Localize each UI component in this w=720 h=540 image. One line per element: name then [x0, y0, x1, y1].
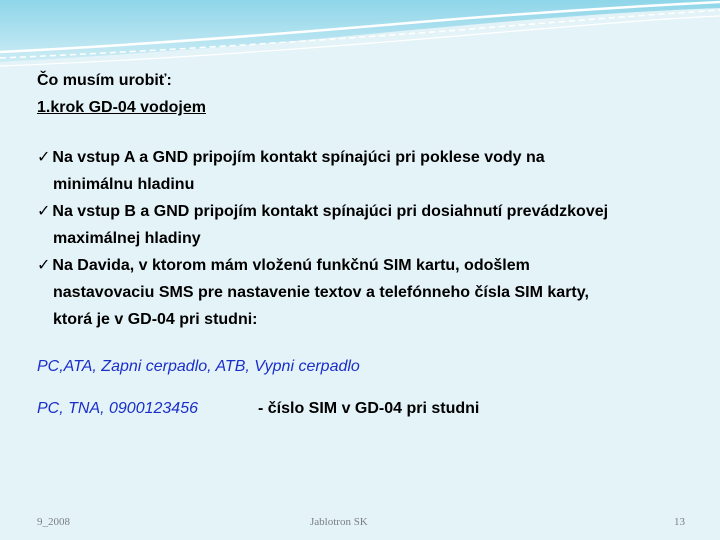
checkmark-icon: ✓: [37, 147, 51, 166]
bullet-item-1: [37, 143, 697, 198]
sms-command-note: - číslo SIM v GD-04 pri studni: [258, 400, 480, 417]
step-title: 1.krok GD-04 vodojem: [37, 99, 206, 116]
checkmark-icon: ✓: [37, 201, 51, 220]
bullet-2-line-2: maximálnej hladiny: [53, 230, 201, 247]
footer-page-number: 13: [674, 516, 685, 528]
bullet-3-line-2: nastavovaciu SMS pre nastavenie textov a telefónneho čísla SIM karty,: [53, 284, 589, 301]
bullet-2-line-1: Na vstup B a GND pripojím kontakt spínajúci pri dosiahnutí prevádzkovej: [52, 203, 609, 220]
bullet-3-line-3: ktorá je v GD-04 pri studni:: [53, 311, 258, 328]
bullet-item-2: [37, 197, 697, 252]
sms-command-2: PC, TNA, 0900123456: [37, 400, 198, 417]
sms-command-1: PC,ATA, Zapni cerpadlo, ATB, Vypni cerpadlo: [37, 358, 360, 375]
bullet-1-line-1: Na vstup A a GND pripojím kontakt spínajúci pri poklese vody na: [52, 149, 545, 166]
bullet-item-3: [37, 251, 697, 333]
checkmark-icon: ✓: [37, 255, 51, 274]
decorative-wave-header: [0, 0, 720, 80]
footer-company: Jablotron SK: [310, 516, 368, 528]
slide-heading: Čo musím urobiť:: [37, 72, 172, 89]
bullet-3-line-1: Na Davida, v ktorom mám vloženú funkčnú SIM kartu, odošlem: [52, 257, 530, 274]
bullet-1-line-2: minimálnu hladinu: [53, 176, 195, 193]
footer-date: 9_2008: [37, 516, 70, 528]
